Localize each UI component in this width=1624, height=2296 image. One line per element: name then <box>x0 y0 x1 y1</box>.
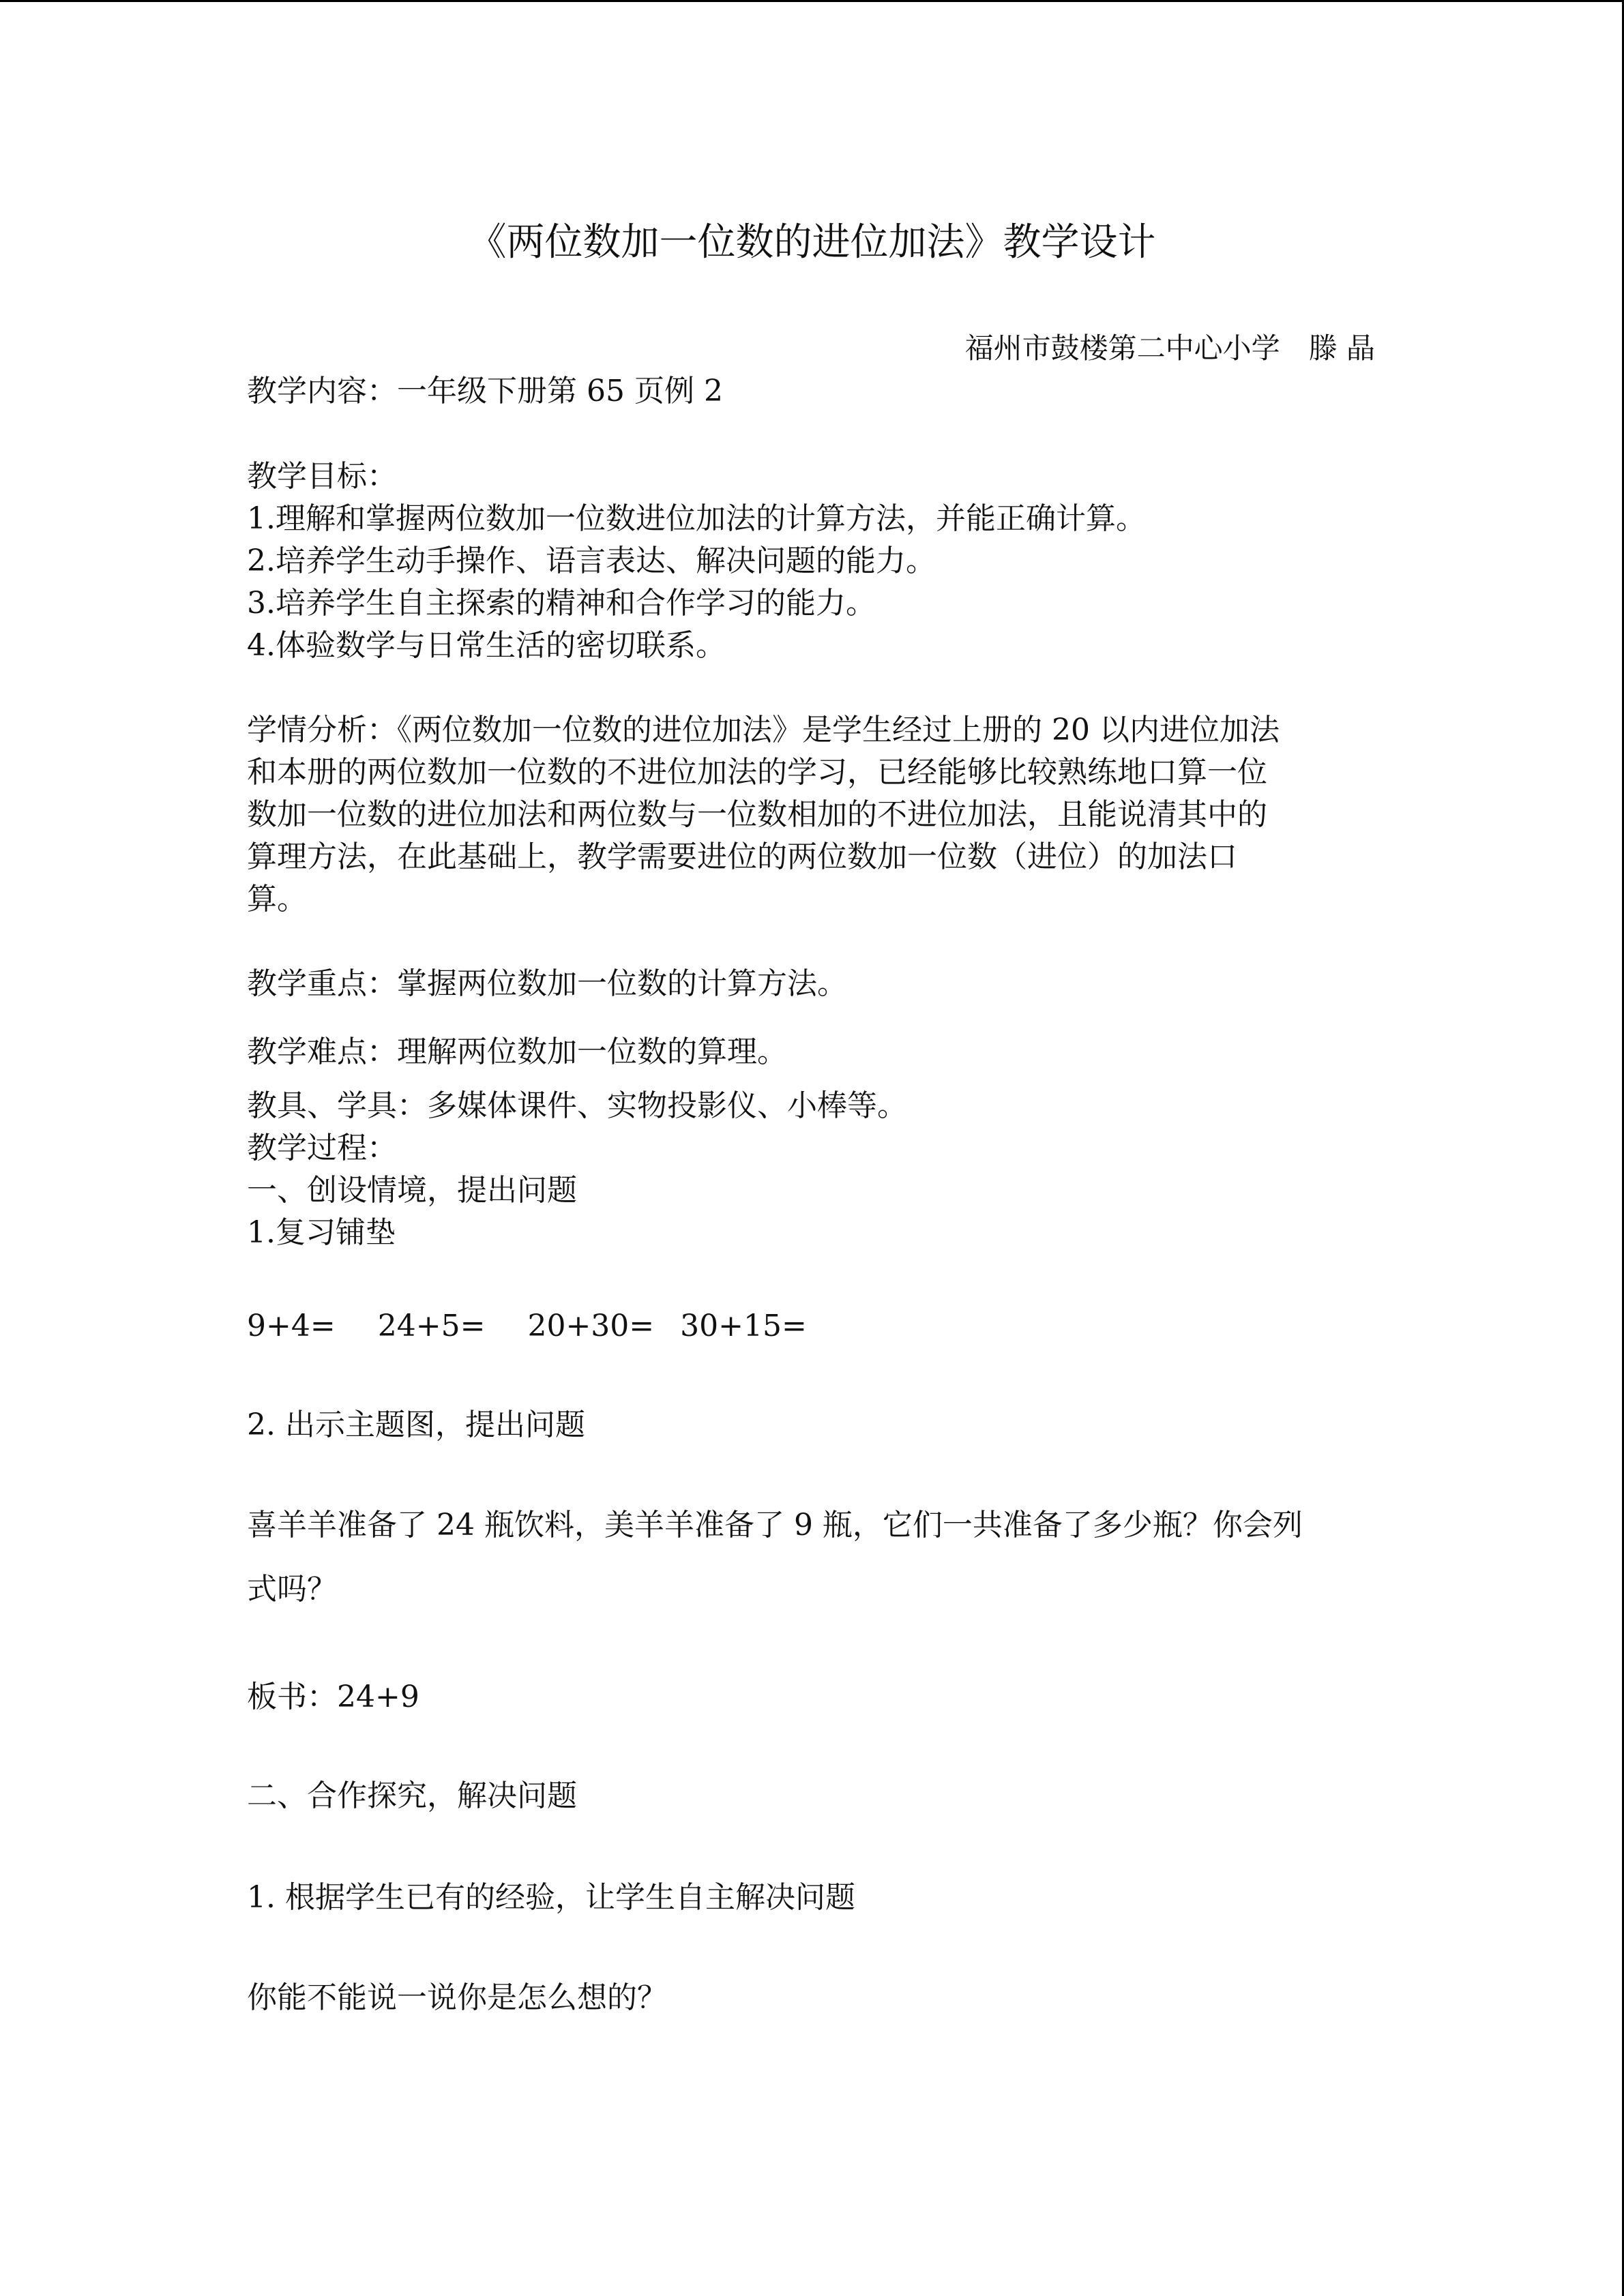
review-heading: 1.复习铺垫 <box>247 1215 396 1250</box>
analysis-line: 算理方法，在此基础上，教学需要进位的两位数加一位数（进位）的加法口 <box>247 839 1237 874</box>
goal-item: 1.理解和掌握两位数加一位数进位加法的计算方法，并能正确计算。 <box>247 501 1146 536</box>
analysis-line: 和本册的两位数加一位数的不进位加法的学习，已经能够比较熟练地口算一位 <box>247 755 1267 790</box>
difficulty: 教学难点：理解两位数加一位数的算理。 <box>247 1034 787 1069</box>
equation: 9+4= <box>247 1309 336 1343</box>
goal-item: 2.培养学生动手操作、语言表达、解决问题的能力。 <box>247 543 936 578</box>
equation: 24+5= <box>377 1309 486 1343</box>
section-one-heading: 一、创设情境，提出问题 <box>247 1173 577 1208</box>
process-heading: 教学过程： <box>247 1131 397 1165</box>
teaching-content: 教学内容：一年级下册第 65 页例 2 <box>247 374 723 408</box>
key-point: 教学重点：掌握两位数加一位数的计算方法。 <box>247 966 847 1001</box>
tools: 教具、学具：多媒体课件、实物投影仪、小棒等。 <box>247 1088 907 1123</box>
goal-item: 4.体验数学与日常生活的密切联系。 <box>247 628 726 663</box>
goals-heading: 教学目标： <box>247 459 397 494</box>
author-line: 福州市鼓楼第二中心小学 滕 晶 <box>964 331 1375 365</box>
analysis-line: 数加一位数的进位加法和两位数与一位数相加的不进位加法，且能说清其中的 <box>247 797 1267 832</box>
section-two-heading: 二、合作探究，解决问题 <box>247 1778 577 1813</box>
board-note: 板书：24+9 <box>247 1680 419 1714</box>
problem-line: 式吗？ <box>247 1572 337 1607</box>
question-line: 你能不能说一说你是怎么想的？ <box>247 1980 667 2015</box>
review-equations <box>247 1305 840 1347</box>
analysis-line: 学情分析：《两位数加一位数的进位加法》是学生经过上册的 20 以内进位加法 <box>247 713 1280 747</box>
analysis-line: 算。 <box>247 882 307 916</box>
step-one-heading: 1. 根据学生已有的经验，让学生自主解决问题 <box>247 1880 855 1915</box>
equation: 30+15= <box>680 1309 807 1343</box>
page-title: 《两位数加一位数的进位加法》教学设计 <box>468 220 1156 265</box>
problem-line: 喜羊羊准备了 24 瓶饮料，美羊羊准备了 9 瓶，它们一共准备了多少瓶？你会列 <box>247 1508 1303 1542</box>
equation: 20+30= <box>527 1309 655 1343</box>
goal-item: 3.培养学生自主探索的精神和合作学习的能力。 <box>247 586 876 621</box>
show-image-heading: 2. 出示主题图，提出问题 <box>247 1407 585 1442</box>
